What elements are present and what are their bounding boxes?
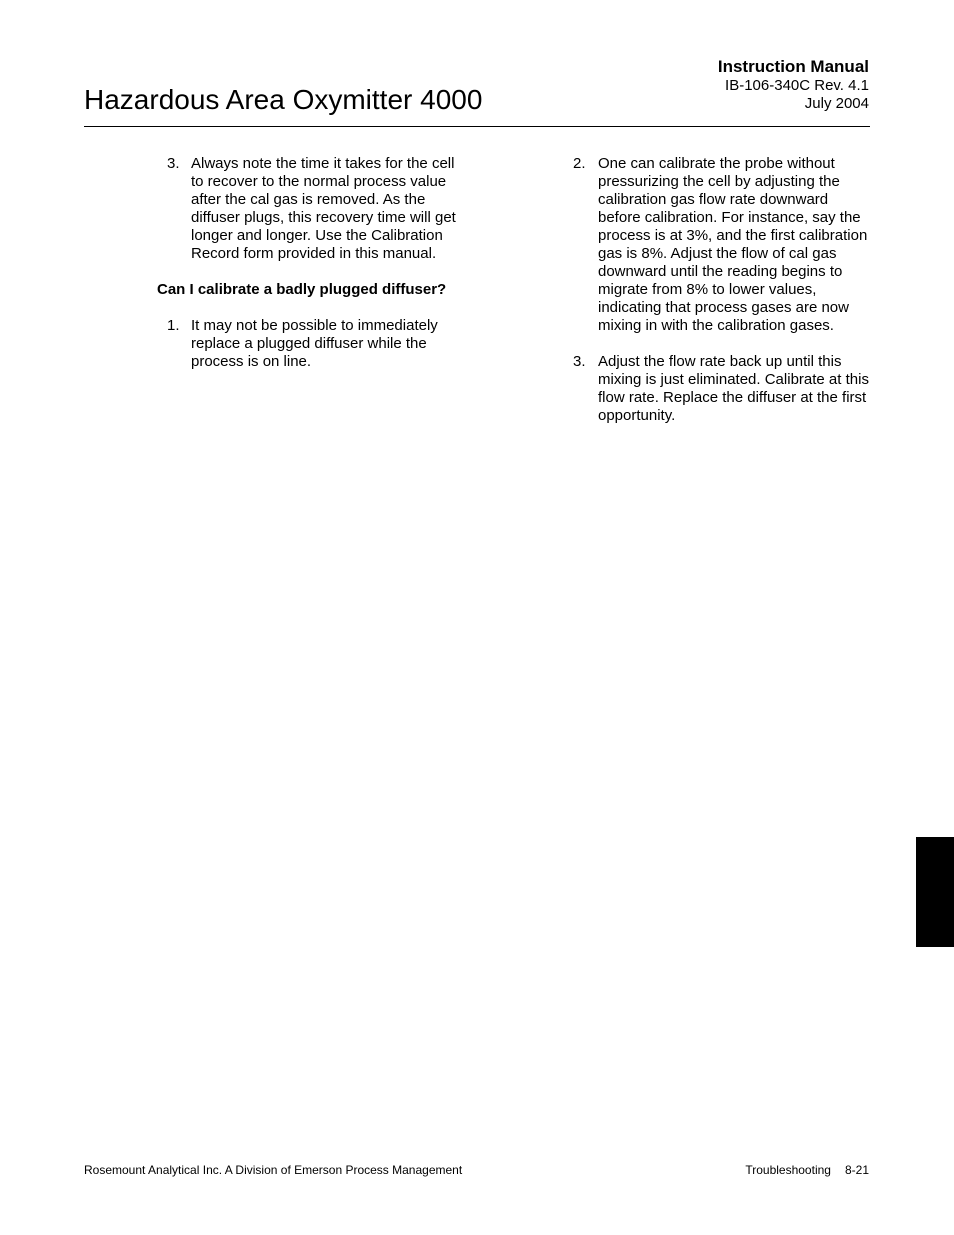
list-item-text: One can calibrate the probe without pressurizing the cell by adjusting the calibration gas flow rate downward before calibration. For instance, say the process is at 3%, and the first calibration gas is 8%. Adjust the flow of cal gas downward until the reading begins to migrate from 8% to lower values, indicating that process gases are now mixing in with the calibration gases. <box>598 155 868 334</box>
right-column <box>573 155 873 443</box>
footer-section: Troubleshooting <box>745 1163 831 1177</box>
list-item <box>157 317 467 371</box>
section-thumb-tab <box>916 837 954 947</box>
list-item <box>573 155 873 335</box>
list-item-text: It may not be possible to immediately replace a plugged diffuser while the process is on line. <box>191 317 438 370</box>
document-number: IB-106-340C Rev. 4.1 <box>725 77 869 94</box>
document-info <box>718 57 869 113</box>
list-item-number: 2. <box>573 155 586 172</box>
list-item-number: 3. <box>573 353 586 370</box>
page-number: 8-21 <box>844 1163 869 1177</box>
list-item-number: 1. <box>167 317 180 334</box>
manual-label: Instruction Manual <box>717 57 869 76</box>
list-item <box>157 155 467 263</box>
left-column <box>157 155 467 389</box>
footer-page-info <box>745 1163 869 1178</box>
document-date: July 2004 <box>804 95 869 112</box>
list-item-number: 3. <box>167 155 180 172</box>
header-divider <box>84 126 870 127</box>
list-item <box>573 353 873 425</box>
page-title: Hazardous Area Oxymitter 4000 <box>84 84 483 115</box>
footer-company: Rosemount Analytical Inc. A Division of Emerson Process Management <box>84 1163 463 1177</box>
list-item-text: Always note the time it takes for the cell to recover to the normal process value after the cal gas is removed. As the diffuser plugs, this recovery time will get longer and longer. Use the Calibration Record form provided in this manual. <box>191 155 456 262</box>
section-question: Can I calibrate a badly plugged diffuser? <box>157 281 447 298</box>
list-item-text: Adjust the flow rate back up until this mixing is just eliminated. Calibrate at this flow rate. Replace the diffuser at the first opportunity. <box>598 353 869 424</box>
